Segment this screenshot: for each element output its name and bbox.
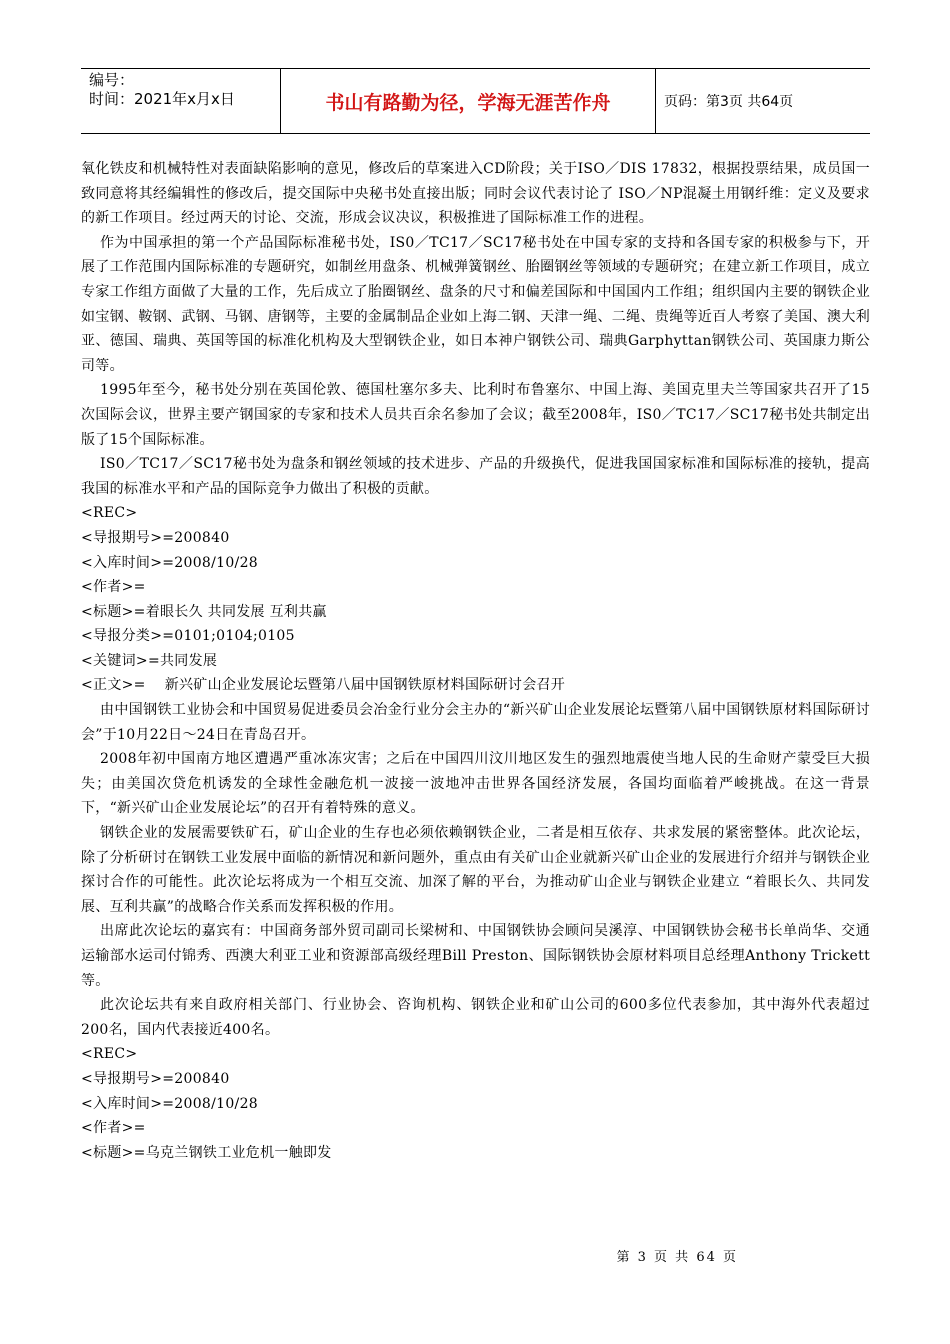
paragraph: 2008年初中国南方地区遭遇严重冰冻灾害；之后在中国四川汶川地区发生的强烈地震使当地人民的生命财产蒙受巨大损失；由美国次贷危机诱发的全球性金融危机一波接一波地冲击世界各国经济发展，各国均面临着严峻挑战。在这一背景下，“新兴矿山企业发展论坛”的召开有着特殊的意义。 [81, 751, 870, 817]
record-issue: <导报期号>=200840 [81, 529, 230, 546]
document-body [81, 157, 870, 1165]
page-footer: 第 3 页 共 64 页 [616, 1250, 738, 1265]
paragraph: 氧化铁皮和机械特性对表面缺陷影响的意见，修改后的草案进入CD阶段；关于ISO／DIS 17832，根据投票结果，成员国一致同意将其经编辑性的修改后，提交国际中央秘书处直接出版；同时会议代表讨论了 ISO／NP混凝土用钢纤维：定义及要求的新工作项目。经过两天的讨论、交流，形成会议决议，积极推进了国际标准工作的进程。 [81, 161, 870, 227]
paragraph: 1995年至今，秘书处分别在英国伦敦、德国杜塞尔多夫、比利时布鲁塞尔、中国上海、美国克里夫兰等国家共召开了15次国际会议，世界主要产钢国家的专家和技术人员共百余名参加了会议；截至2008年，IS0／TC17／SC17秘书处共制定出版了15个国际标准。 [81, 382, 870, 448]
paragraph: 由中国钢铁工业协会和中国贸易促进委员会冶金行业分会主办的“新兴矿山企业发展论坛暨第八届中国钢铁原材料国际研讨会”于10月22日～24日在青岛召开。 [81, 702, 870, 743]
record-tag: <REC> [81, 505, 138, 522]
record-author: <作者>= [81, 579, 146, 596]
record-title: <标题>=着眼长久 共同发展 互利共赢 [81, 603, 327, 620]
page-header [81, 68, 870, 134]
header-motto: 书山有路勤为径，学海无涯苦作舟 [281, 69, 656, 133]
paragraph: 出席此次论坛的嘉宾有：中国商务部外贸司副司长梁树和、中国钢铁协会顾问吴溪淳、中国钢铁协会秘书长单尚华、交通运输部水运司付锦秀、西澳大利亚工业和资源部高级经理Bill Preston、国际钢铁协会原材料项目总经理Anthony Trickett等。 [81, 923, 870, 989]
record-author: <作者>= [81, 1120, 146, 1137]
header-meta [81, 69, 281, 133]
record-time: <入库时间>=2008/10/28 [81, 554, 258, 571]
record-issue: <导报期号>=200840 [81, 1070, 230, 1087]
record-time: <入库时间>=2008/10/28 [81, 1095, 258, 1112]
doc-time: 时间：2021年x月x日 [89, 90, 235, 108]
paragraph: 作为中国承担的第一个产品国际标准秘书处，IS0／TC17／SC17秘书处在中国专家的支持和各国专家的积极参与下，开展了工作范围内国际标准的专题研究，如制丝用盘条、机械弹簧钢丝、胎圈钢丝等领域的专题研究；在建立新工作项目，成立专家工作组方面做了大量的工作，先后成立了胎圈钢丝、盘条的尺寸和偏差国际和中国国内工作组；组织国内主要的钢铁企业如宝钢、鞍钢、武钢、马钢、唐钢等，主要的金属制品企业如上海二钢、天津一绳、二绳、贵绳等近百人考察了美国、澳大利亚、德国、瑞典、英国等国的标准化机构及大型钢铁企业，如日本神户钢铁公司、瑞典Garphyttan钢铁公司、英国康力斯公司等。 [81, 234, 870, 374]
record-tag: <REC> [81, 1046, 138, 1063]
paragraph: IS0／TC17／SC17秘书处为盘条和钢丝领域的技术进步、产品的升级换代，促进我国国家标准和国际标准的接轨，提高我国的标准水平和产品的国际竞争力做出了积极的贡献。 [81, 456, 870, 497]
doc-number: 编号： [89, 71, 135, 89]
record-keyword: <关键词>=共同发展 [81, 652, 218, 669]
record-text: <正文>= 新兴矿山企业发展论坛暨第八届中国钢铁原材料国际研讨会召开 [81, 677, 566, 694]
record-class: <导报分类>=0101;0104;0105 [81, 628, 295, 645]
header-page-info: 页码：第3页 共64页 [664, 94, 794, 110]
paragraph: 钢铁企业的发展需要铁矿石，矿山企业的生存也必须依赖钢铁企业，二者是相互依存、共求发展的紧密整体。此次论坛，除了分析研讨在钢铁工业发展中面临的新情况和新问题外，重点由有关矿山企业就新兴矿山企业的发展进行介绍并与钢铁企业探讨合作的可能性。此次论坛将成为一个相互交流、加深了解的平台，为推动矿山企业与钢铁企业建立 “着眼长久、共同发展、互利共赢”的战略合作关系而发挥积极的作用。 [81, 825, 870, 915]
record-title: <标题>=乌克兰钢铁工业危机一触即发 [81, 1144, 332, 1161]
paragraph: 此次论坛共有来自政府相关部门、行业协会、咨询机构、钢铁企业和矿山公司的600多位代表参加，其中海外代表超过200名，国内代表接近400名。 [81, 997, 870, 1038]
